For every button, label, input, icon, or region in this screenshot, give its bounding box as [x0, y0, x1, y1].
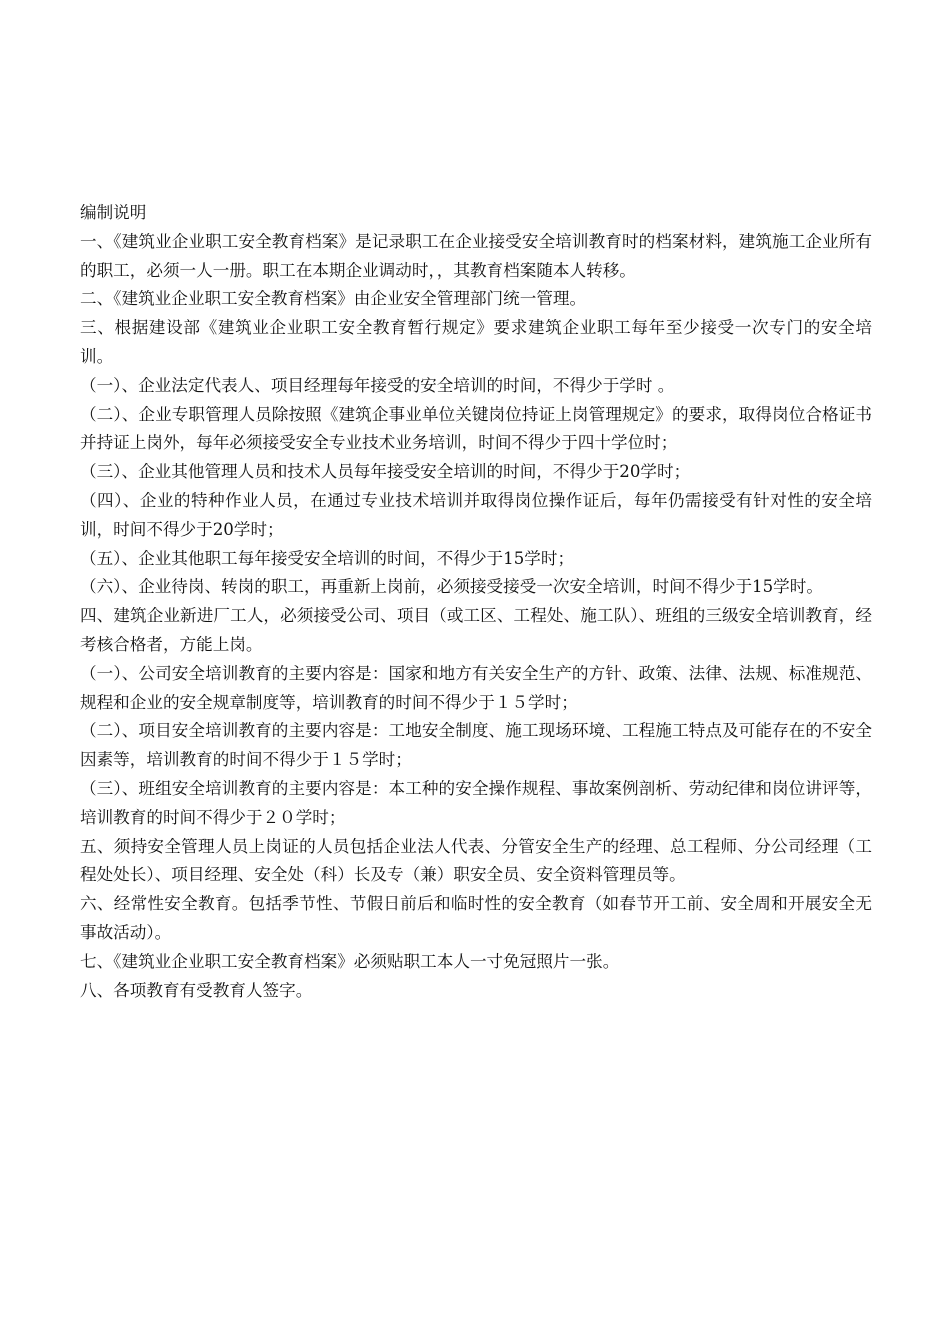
paragraph-7: 七、《建筑业企业职工安全教育档案》必须贴职工本人一寸免冠照片一张。 — [80, 951, 620, 971]
paragraph-1: 一、《建筑业企业职工安全教育档案》是记录职工在企业接受安全培训教育时的档案材料，建筑施工企业所有的职工，必须一人一册。职工在本期企业调动时，，其教育档案随本人转移。 — [80, 231, 872, 280]
paragraph-3-3: （三）、企业其他管理人员和技术人员每年接受安全培训的时间，不得少于20学时； — [80, 462, 691, 482]
paragraph-2: 二、《建筑业企业职工安全教育档案》由企业安全管理部门统一管理。 — [80, 289, 587, 309]
paragraph-4-2: （二）、项目安全培训教育的主要内容是：工地安全制度、施工现场环境、工程施工特点及可能存在的不安全因素等，培训教育的时间不得少于１５学时； — [80, 721, 872, 770]
paragraph-5: 五、须持安全管理人员上岗证的人员包括企业法人代表、分管安全生产的经理、总工程师、分公司经理（工程处处长）、项目经理、安全处（科）长及专（兼）职安全员、安全资料管理员等。 — [80, 836, 872, 885]
paragraph-3-2: （二）、企业专职管理人员除按照《建筑企事业单位关键岗位持证上岗管理规定》的要求，取得岗位合格证书并持证上岗外，每年必须接受安全专业技术业务培训，时间不得少于四十学位时； — [80, 404, 872, 453]
document-title: 编制说明 — [80, 203, 147, 222]
paragraph-4-1: （一）、公司安全培训教育的主要内容是：国家和地方有关安全生产的方针、政策、法律、法规、标准规范、规程和企业的安全规章制度等，培训教育的时间不得少于１５学时； — [80, 663, 872, 712]
paragraph-4: 四、建筑企业新进厂工人，必须接受公司、项目（或工区、工程处、施工队）、班组的三级安全培训教育，经考核合格者，方能上岗。 — [80, 606, 872, 654]
paragraph-3-1: （一）、企业法定代表人、项目经理每年接受的安全培训的时间，不得少于学时 。 — [80, 375, 675, 395]
paragraph-4-3: （三）、班组安全培训教育的主要内容是：本工种的安全操作规程、事故案例剖析、劳动纪律和岗位讲评等，培训教育的时间不得少于２０学时； — [80, 778, 872, 827]
paragraph-3-4: （四）、企业的特种作业人员，在通过专业技术培训并取得岗位操作证后，每年仍需接受有针对性的安全培训，时间不得少于20学时； — [80, 490, 872, 539]
paragraph-6: 六、经常性安全教育。包括季节性、节假日前后和临时性的安全教育（如春节开工前、安全周和开展安全无事故活动）。 — [80, 894, 872, 942]
paragraph-3-5: （五）、企业其他职工每年接受安全培训的时间，不得少于15学时； — [80, 548, 575, 568]
paragraph-3-6: （六）、企业待岗、转岗的职工，再重新上岗前，必须接受接受一次安全培训，时间不得少于15学时。 — [80, 577, 823, 597]
document-body — [80, 199, 872, 1005]
paragraph-8: 八、各项教育有受教育人签字。 — [80, 980, 313, 1000]
paragraph-3: 三、根据建设部《建筑业企业职工安全教育暂行规定》要求建筑企业职工每年至少接受一次专门的安全培训。 — [80, 318, 872, 366]
